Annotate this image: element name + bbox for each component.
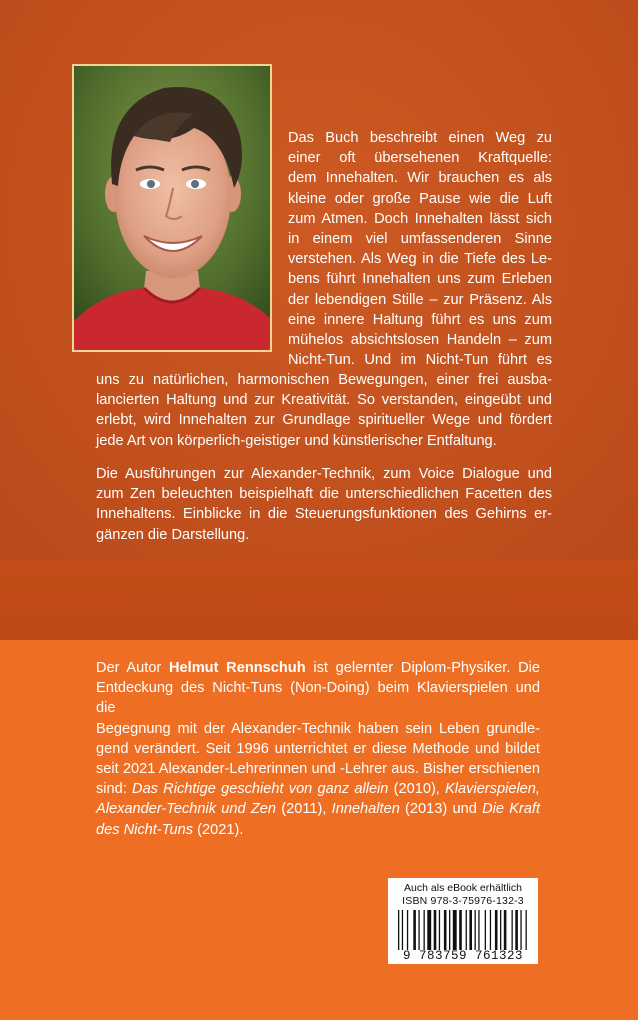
- text-line: [96, 658, 540, 678]
- barcode-digits: 9 783759 761323: [402, 949, 524, 963]
- barcode-bar: [504, 910, 507, 950]
- barcode-bar: [453, 910, 457, 950]
- book-title: Innehalten: [331, 801, 400, 818]
- text-line: uns zu natürlichen, harmonischen Bewegungen, einer frei ausba-: [96, 372, 552, 388]
- author-name: Helmut Rennschuh: [169, 660, 306, 676]
- barcode-bar: [478, 910, 479, 950]
- text-line: der lebendigen Stille – zur Präsenz. Als: [288, 291, 552, 308]
- barcode-bar: [407, 910, 408, 950]
- barcode-bar: [485, 910, 486, 950]
- text-line: [96, 779, 540, 799]
- text-line: Die Ausführungen zur Alexander-Technik, zum Voice Dialogue und: [96, 466, 552, 482]
- text-line: erlebt, wird Innehalten zur Grundlage spiritueller Wege und fördert: [96, 412, 552, 429]
- text-line: jede Art von körperlich-geistiger und künstlerischer Entfaltung.: [96, 432, 497, 449]
- book-title: Die Kraft: [482, 801, 541, 818]
- book-title: Alexander-Technik und Zen: [96, 801, 277, 818]
- barcode-block: [388, 878, 538, 964]
- barcode-bar: [475, 910, 476, 950]
- author-photo: [72, 64, 272, 352]
- barcode-bar: [515, 910, 518, 950]
- text-line: dem Innehalten. Wir brauchen es als: [288, 170, 552, 187]
- bio-text: Der Autor: [96, 660, 169, 676]
- book-title: Das Richtige geschieht von ganz allein: [132, 781, 389, 798]
- text-line: verstehen. Als Weg in die Tiefe des Le-: [288, 251, 552, 268]
- text-line: Nicht-Tun. Und im Nicht-Tun führt es: [288, 352, 552, 369]
- text-line: Innehaltens. Einblicke in die Steuerungsfunktionen des Gehirns er-: [96, 506, 552, 523]
- text-line: zum Zen beleuchten beispielhaft die unterschiedlichen Facetten des: [96, 486, 552, 503]
- barcode-bar: [424, 910, 425, 950]
- barcode-bar: [449, 910, 450, 950]
- barcode-icon: [394, 910, 532, 950]
- isbn-label: ISBN 978-3-75976-132-3: [402, 895, 524, 907]
- barcode-bar: [469, 910, 472, 950]
- barcode-bar: [434, 910, 437, 950]
- barcode-bar: [520, 910, 521, 950]
- barcode-bar: [512, 910, 513, 950]
- barcode-bar: [398, 910, 399, 950]
- barcode-bar: [495, 910, 498, 950]
- barcode-bar: [490, 910, 491, 950]
- barcode-bar: [526, 910, 527, 950]
- description-right-column: [288, 128, 552, 370]
- bio-text: sind:: [96, 781, 133, 798]
- bio-text: (2013) und: [399, 801, 483, 818]
- text-line: mühelos absichtslosen Handeln – zum: [288, 332, 552, 349]
- bio-text: (2010),: [388, 781, 446, 798]
- text-line: Das Buch beschreibt einen Weg zu: [288, 130, 552, 146]
- barcode-bar: [418, 910, 419, 950]
- text-line: gend verändert. Seit 1996 unterrichtet er diese Methode und bildet: [96, 740, 540, 757]
- barcode-bar: [402, 910, 403, 950]
- barcode-bar: [427, 910, 431, 950]
- text-line: seit 2021 Alexander-Lehrerinnen und -Lehrer aus. Bisher erschienen: [96, 761, 540, 778]
- barcode-bar: [500, 910, 501, 950]
- barcode-bar: [444, 910, 447, 950]
- text-line: einer oft übersehenen Kraftquelle:: [288, 150, 552, 167]
- description-continuation: [96, 370, 552, 451]
- text-line: Begegnung mit der Alexander-Technik haben sein Leben grundle-: [96, 720, 540, 737]
- barcode-bar: [439, 910, 440, 950]
- text-line: eine innere Haltung führt es uns zum: [288, 311, 552, 328]
- text-line: Entdeckung des Nicht-Tuns (Non-Doing) beim Klavierspielen und die: [96, 680, 540, 717]
- bio-text: (2021).: [193, 821, 244, 838]
- text-line: [96, 799, 540, 819]
- bio-text: ist gelernter Diplom-Physiker. Die: [305, 660, 540, 676]
- text-line: gänzen die Darstellung.: [96, 526, 250, 543]
- text-line: lancierten Haltung und zur Kreativität. So verstanden, eingeübt und: [96, 392, 552, 409]
- barcode-bar: [459, 910, 462, 950]
- barcode-bar: [466, 910, 467, 950]
- ebook-note: Auch als eBook erhältlich: [404, 882, 522, 894]
- text-line: in einem viel umfassenderen Sinne: [288, 231, 552, 248]
- barcode-bar: [413, 910, 416, 950]
- book-title: Klavierspielen,: [445, 781, 540, 798]
- description-paragraph-2: [96, 464, 552, 545]
- book-title: des Nicht-Tuns: [96, 821, 194, 838]
- text-line: kleine oder große Pause wie die Luft: [288, 190, 552, 207]
- bio-text: (2011),: [276, 801, 332, 818]
- text-line: bens führt Innehalten uns zum Erleben: [288, 271, 552, 288]
- decorative-band: [0, 560, 638, 640]
- text-line: zum Atmen. Doch Innehalten lässt sich: [288, 210, 552, 227]
- author-bio: [96, 658, 540, 840]
- text-line: [96, 820, 540, 840]
